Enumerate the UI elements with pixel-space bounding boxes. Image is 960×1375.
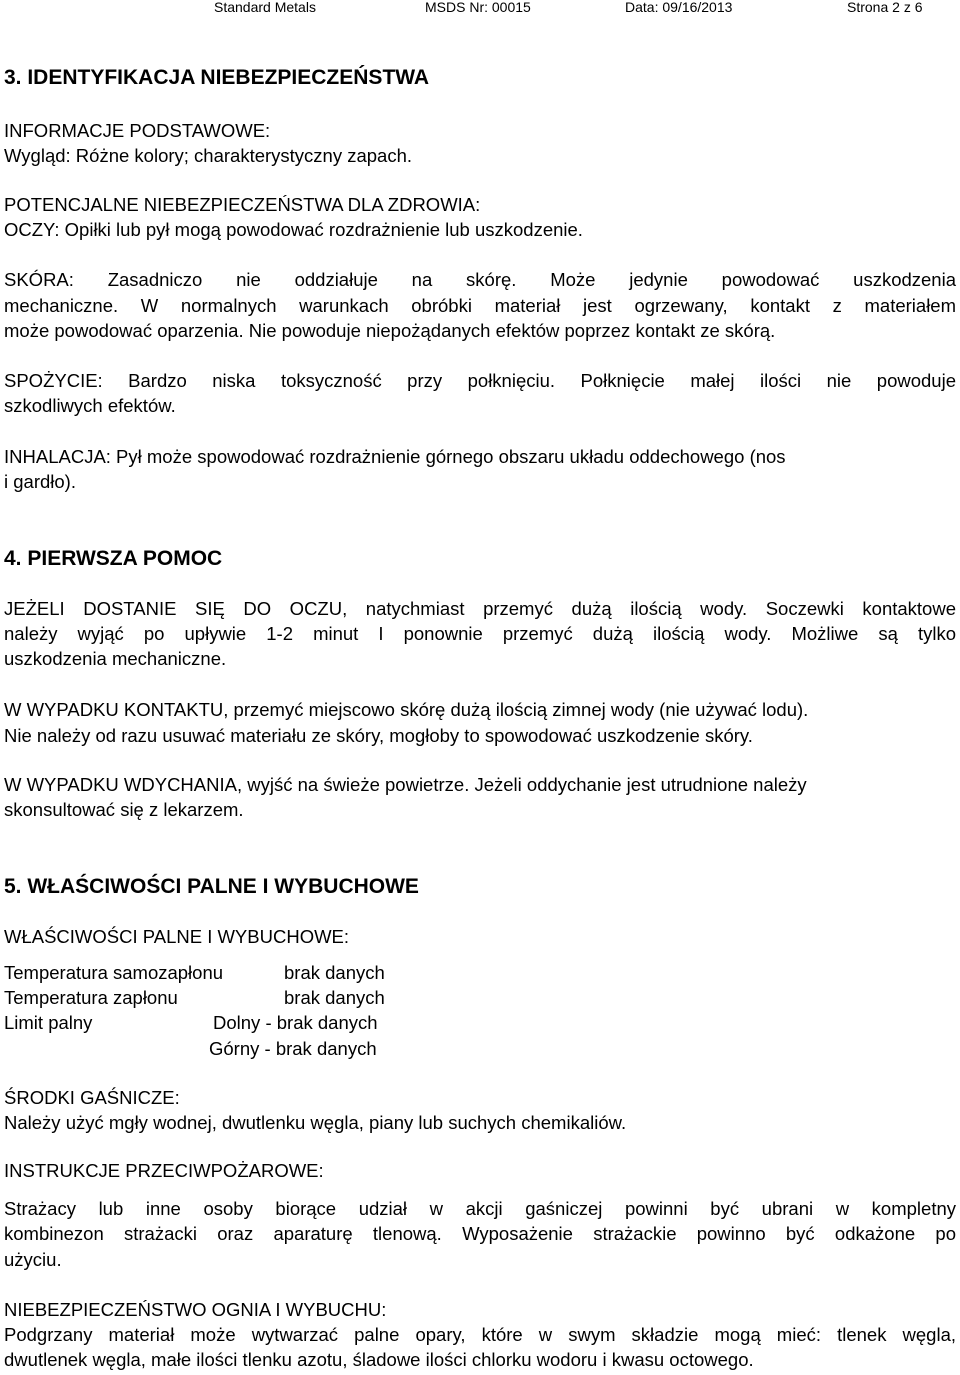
- first-aid-eyes-line: uszkodzenia mechaniczne.: [4, 648, 227, 669]
- prop-label: Temperatura samozapłonu: [4, 962, 224, 983]
- prop-value: brak danych: [284, 962, 385, 983]
- prop-label: Limit palny: [4, 1012, 93, 1033]
- firefighting-line: Strażacy lub inne osoby biorące udział w akcji gaśniczej powinni być ubrani w kompletny: [4, 1198, 956, 1219]
- skin-hazard-line: może powodować oparzenia. Nie powoduje niepożądanych efektów poprzez kontakt ze skórą.: [4, 320, 776, 341]
- prop-value: Dolny - brak danych: [213, 1012, 378, 1033]
- first-aid-contact-line: W WYPADKU KONTAKTU, przemyć miejscowo skórę dużą ilością zimnej wody (nie używać lodu).: [4, 699, 809, 720]
- eyes-hazard-text: OCZY: Opiłki lub pył mogą powodować rozdrażnienie lub uszkodzenie.: [4, 219, 583, 240]
- basic-info-text: Wygląd: Różne kolory; charakterystyczny zapach.: [4, 145, 413, 166]
- header-company: Standard Metals: [214, 0, 316, 15]
- fire-explosion-hazard-label: NIEBEZPIECZEŃSTWO OGNIA I WYBUCHU:: [4, 1299, 387, 1320]
- extinguishing-media-label: ŚRODKI GAŚNICZE:: [4, 1087, 180, 1108]
- prop-value: Górny - brak danych: [209, 1038, 377, 1059]
- ingestion-hazard-line: SPOŻYCIE: Bardzo niska toksyczność przy połknięciu. Połknięcie małej ilości nie powoduje: [4, 370, 956, 391]
- extinguishing-media-text: Należy użyć mgły wodnej, dwutlenku węgla, piany lub suchych chemikaliów.: [4, 1112, 627, 1133]
- header-date: Data: 09/16/2013: [625, 0, 733, 15]
- basic-info-label: INFORMACJE PODSTAWOWE:: [4, 120, 271, 141]
- first-aid-eyes-line: JEŻELI DOSTANIE SIĘ DO OCZU, natychmiast przemyć dużą ilością wody. Soczewki kontaktowe: [4, 598, 956, 619]
- prop-value: brak danych: [284, 987, 385, 1008]
- inhalation-hazard-line: INHALACJA: Pył może spowodować rozdrażnienie górnego obszaru układu oddechowego (nos: [4, 446, 786, 467]
- header-page-number: Strona 2 z 6: [847, 0, 923, 15]
- flammable-props-label: WŁAŚCIWOŚCI PALNE I WYBUCHOWE:: [4, 926, 350, 947]
- header-msds-number: MSDS Nr: 00015: [425, 0, 531, 15]
- prop-label: Temperatura zapłonu: [4, 987, 178, 1008]
- first-aid-inhalation-line: W WYPADKU WDYCHANIA, wyjść na świeże powietrze. Jeżeli oddychanie jest utrudnione należy: [4, 774, 807, 795]
- section3-title: 3. IDENTYFIKACJA NIEBEZPIECZEŃSTWA: [4, 66, 430, 89]
- fire-explosion-hazard-line: Podgrzany materiał może wytwarzać palne opary, które w swym składzie mogą mieć: tlenek węgla,: [4, 1324, 956, 1345]
- first-aid-eyes-line: należy wyjąć po upływie 1-2 minut I ponownie przemyć dużą ilością wody. Możliwe są tylko: [4, 623, 956, 644]
- inhalation-hazard-line: i gardło).: [4, 471, 76, 492]
- health-hazards-label: POTENCJALNE NIEBEZPIECZEŃSTWA DLA ZDROWIA:: [4, 194, 481, 215]
- page-header: [0, 0, 960, 16]
- fire-explosion-hazard-line: dwutlenek węgla, małe ilości tlenku azotu, śladowe ilości chlorku wodoru i kwasu octowego.: [4, 1349, 754, 1370]
- firefighting-label: INSTRUKCJE PRZECIWPOŻAROWE:: [4, 1160, 324, 1181]
- first-aid-inhalation-line: skonsultować się z lekarzem.: [4, 799, 244, 820]
- firefighting-line: kombinezon strażacki oraz aparaturę tlenową. Wyposażenie strażackie powinno być odkażone po: [4, 1223, 956, 1244]
- firefighting-line: użyciu.: [4, 1249, 62, 1270]
- section5-title: 5. WŁAŚCIWOŚCI PALNE I WYBUCHOWE: [4, 875, 419, 898]
- first-aid-contact-line: Nie należy od razu usuwać materiału ze skóry, mogłoby to spowodować uszkodzenie skóry.: [4, 725, 753, 746]
- skin-hazard-line: SKÓRA: Zasadniczo nie oddziałuje na skórę. Może jedynie powodować uszkodzenia: [4, 269, 956, 290]
- ingestion-hazard-line: szkodliwych efektów.: [4, 395, 176, 416]
- section4-title: 4. PIERWSZA POMOC: [4, 547, 223, 570]
- skin-hazard-line: mechaniczne. W normalnych warunkach obróbki materiał jest ogrzewany, kontakt z materiałem: [4, 295, 956, 316]
